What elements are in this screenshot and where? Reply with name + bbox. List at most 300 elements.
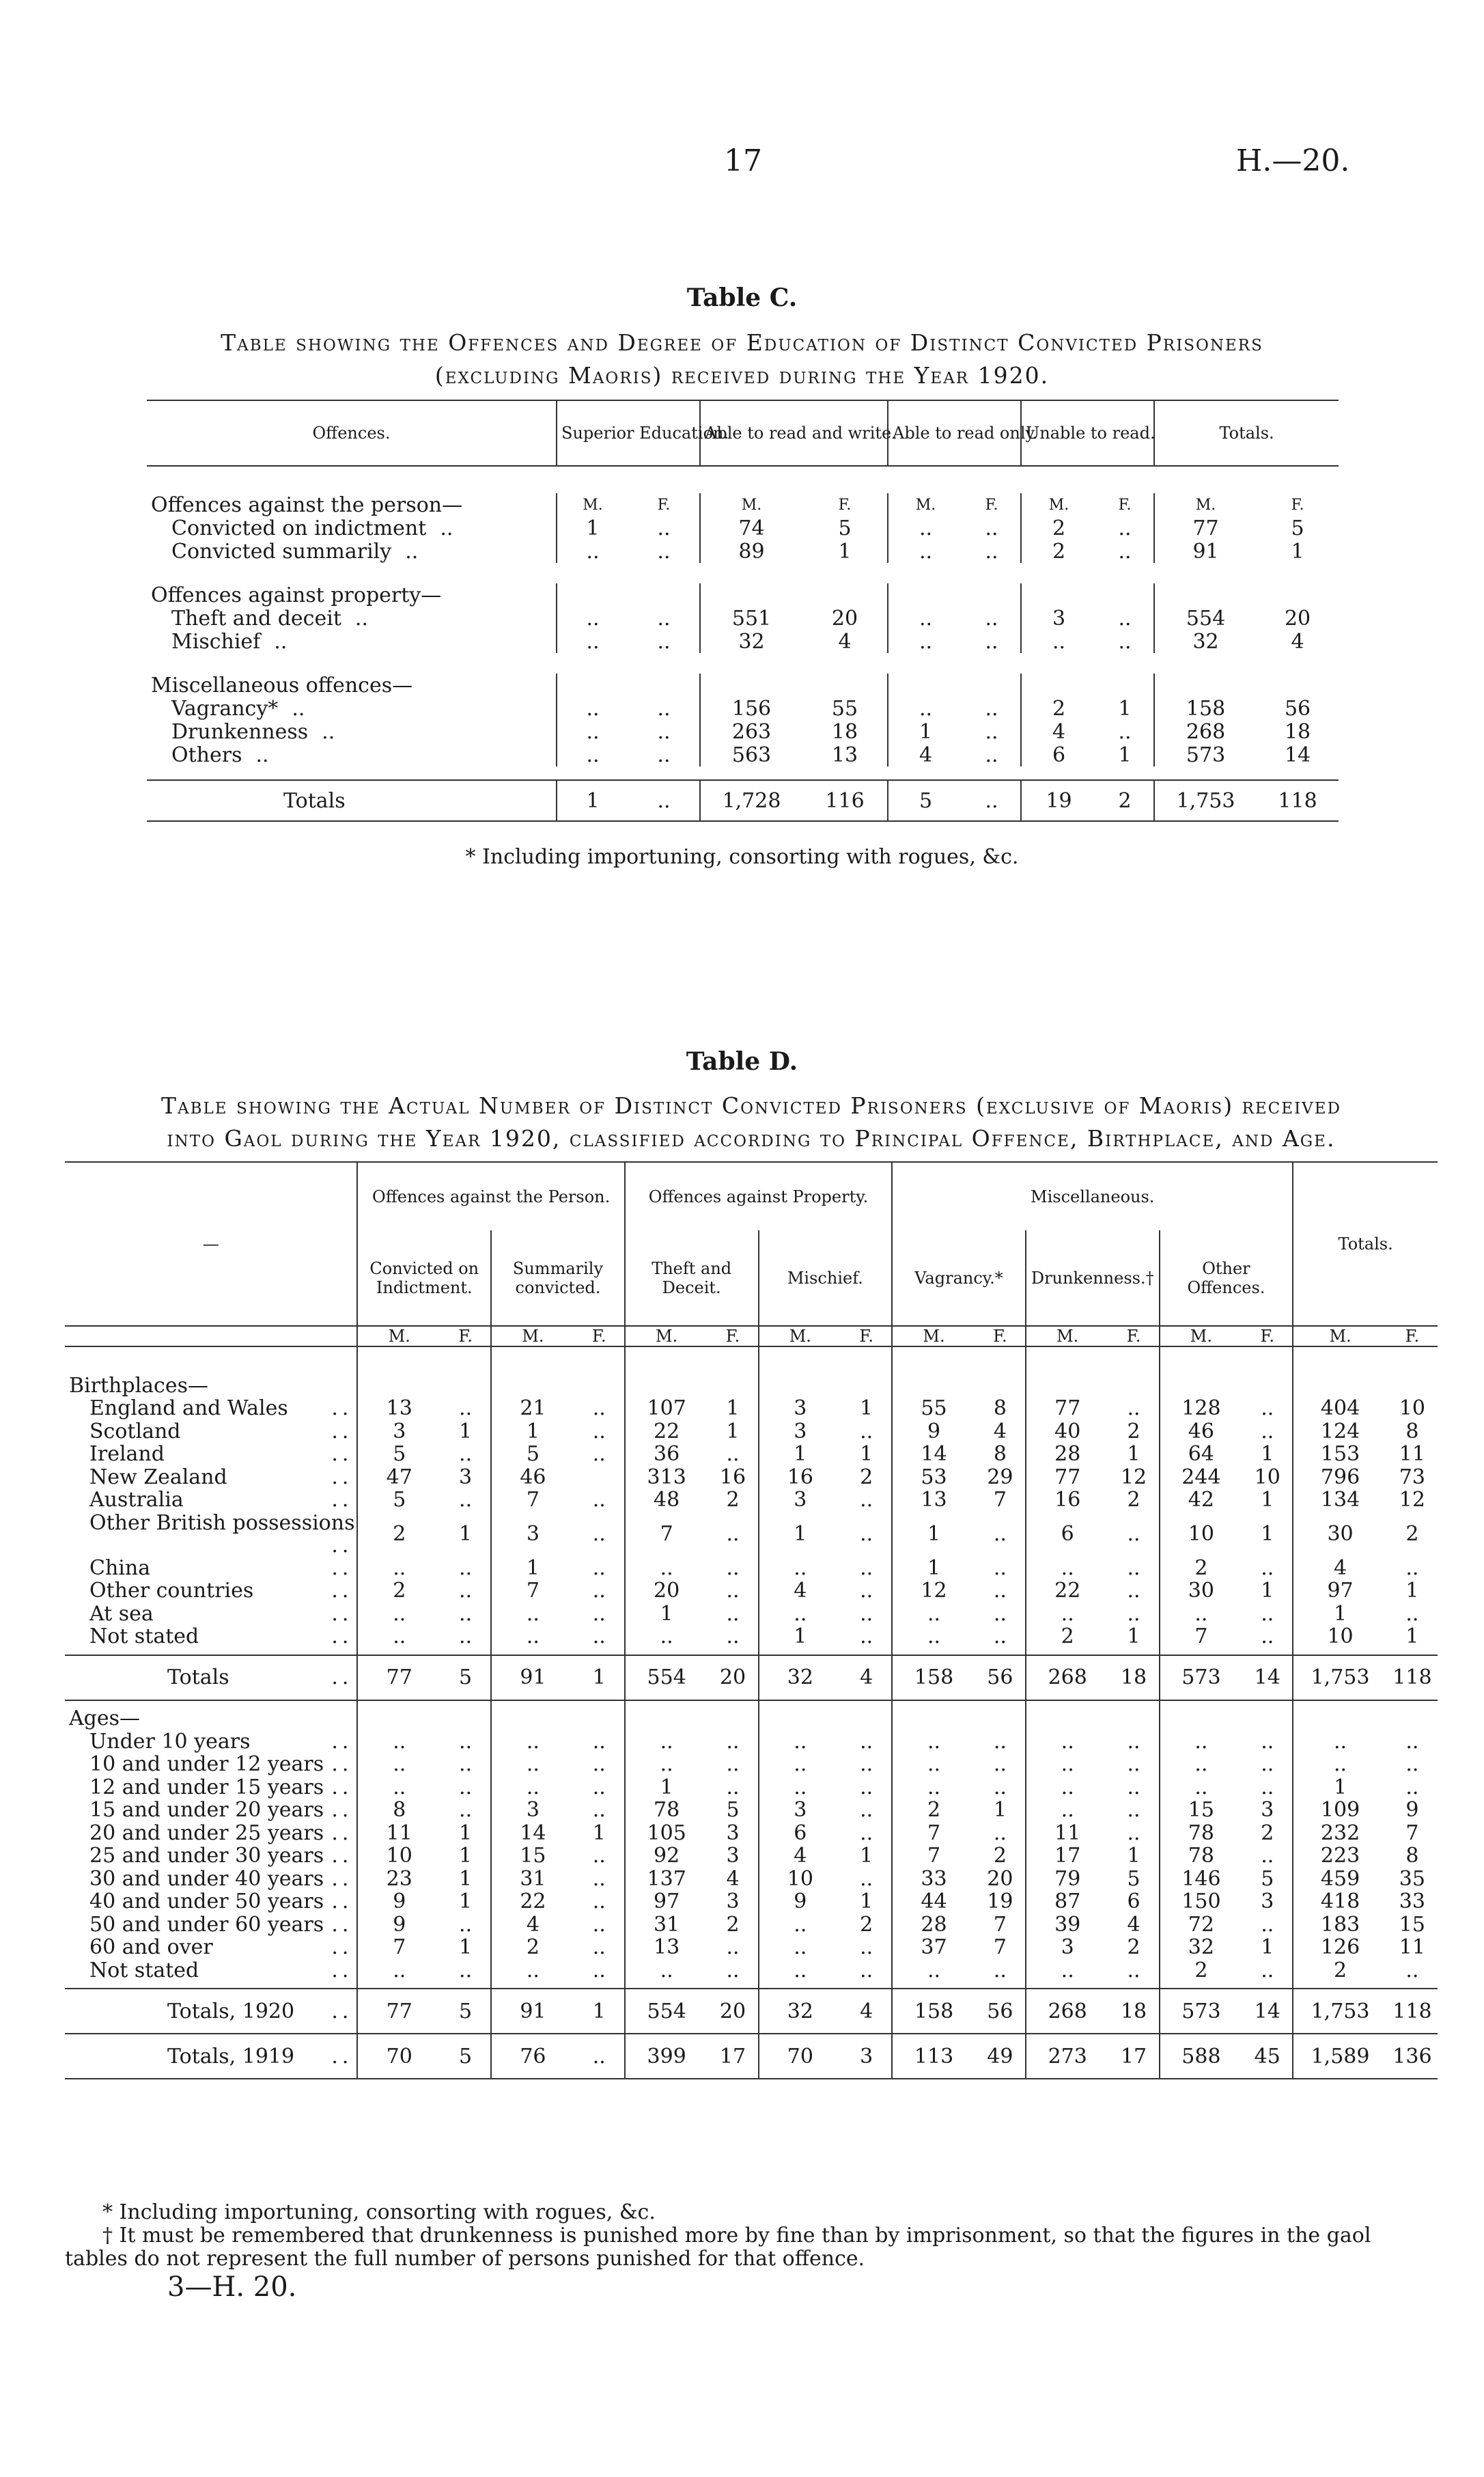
table-d-cell: .. — [993, 1821, 1007, 1845]
table-d-birth-totals-row-cell: 91 — [491, 1655, 574, 1700]
table-c-cell — [557, 583, 628, 607]
table-d-cell: 1 — [491, 1420, 574, 1443]
table-d-cell: .. — [1261, 1729, 1274, 1754]
table-c-cell: F. — [657, 496, 671, 514]
leader-dots: .. — [331, 1488, 353, 1512]
table-d-cell: .. — [726, 1579, 740, 1603]
leader-dots: .. — [331, 1752, 353, 1777]
table-d-cell: .. — [592, 1419, 606, 1443]
table-d-age-row — [65, 1753, 1438, 1776]
table-d-cell: 7 — [993, 1488, 1007, 1512]
table-d-cell: 16 — [719, 1465, 746, 1489]
table-d-cell: .. — [892, 1730, 975, 1754]
table-c-cell: .. — [985, 606, 998, 631]
table-d-cell: 33 — [892, 1868, 975, 1891]
table-d-cell: .. — [1026, 1603, 1109, 1626]
table-d-cell: .. — [1026, 1959, 1109, 1982]
table-d-cell: 5 — [1127, 1866, 1140, 1891]
row-label-text: Convicted summarily — [171, 539, 392, 564]
table-d-cell: 8 — [1405, 1844, 1419, 1868]
table-d-cell: 404 — [1293, 1397, 1387, 1420]
table-d-birthplace-row-label — [65, 1579, 357, 1603]
table-d-cell: 3 — [759, 1799, 842, 1822]
table-d-cell: 40 — [1026, 1420, 1109, 1443]
table-c-totals-cell: 116 — [825, 788, 865, 813]
leader-dots: .. — [255, 743, 269, 767]
table-d-mf-label: M. — [625, 1326, 708, 1346]
table-d-cell: .. — [459, 1958, 473, 1982]
table-d-age-row — [65, 1822, 1438, 1845]
table-d-cell: 3 — [726, 1890, 740, 1914]
table-c-row — [147, 516, 1339, 540]
table-d-cell: .. — [993, 1601, 1007, 1626]
table-c-cell: 551 — [700, 607, 802, 630]
table-d-empty-cell — [892, 1374, 975, 1397]
table-d-cell: 1 — [459, 1890, 473, 1914]
leader-dots: .. — [322, 719, 335, 744]
row-label-text: Mischief — [171, 629, 261, 654]
table-d-caption-line2: into Gaol during the Year 1920, classified according to Principal Offence, Birthplace, and Age. — [167, 1125, 1336, 1152]
table-c-cell: 1 — [1291, 539, 1304, 564]
table-d-age-row-label — [65, 1844, 357, 1868]
table-d-cell: .. — [860, 1729, 873, 1754]
table-d-cell: .. — [1261, 1419, 1274, 1443]
table-d-cell: .. — [759, 1603, 842, 1626]
table-d-cell: 2 — [1405, 1522, 1419, 1546]
table-d-birth-totals-row-cell: 1 — [592, 1665, 606, 1689]
table-d-cell: .. — [1160, 1753, 1243, 1776]
table-c-cell — [628, 674, 700, 697]
table-d-cell: .. — [726, 1442, 740, 1467]
table-d-cell: .. — [1261, 1958, 1274, 1982]
leader-dots: .. — [331, 1419, 353, 1443]
table-d-cell: 14 — [892, 1443, 975, 1466]
table-d-cell: .. — [1293, 1730, 1387, 1754]
table-d-age-row-label — [65, 1913, 357, 1937]
table-d-totals-1920-row-cell: 32 — [759, 1989, 842, 2034]
table-c-cell — [1096, 583, 1154, 607]
table-d-empty-cell — [357, 1374, 440, 1397]
table-d-cell: .. — [357, 1625, 440, 1648]
table-d-age-row-label — [65, 1822, 357, 1845]
table-d-header-indictment: Convicted on Indictment. — [357, 1230, 491, 1326]
table-d-age-row-label — [65, 1890, 357, 1913]
table-d-empty-cell — [708, 1707, 758, 1730]
table-d-cell: 1 — [1405, 1579, 1419, 1603]
table-d-age-row-label — [65, 1730, 357, 1754]
table-d-cell — [574, 1466, 625, 1489]
table-d-cell: 1 — [625, 1776, 708, 1799]
table-d-cell: 2 — [357, 1512, 440, 1557]
table-c-cell: M. — [1154, 493, 1257, 516]
table-d-cell: 313 — [625, 1466, 708, 1489]
table-d-cell: 1 — [1127, 1844, 1140, 1868]
row-label-text: Drunkenness — [171, 719, 309, 744]
table-d-mf-label: F. — [993, 1327, 1007, 1346]
table-d-cell: 4 — [759, 1844, 842, 1868]
table-c-cell — [802, 674, 888, 697]
table-d-age-row — [65, 1730, 1438, 1754]
table-d-birthplace-row-label — [65, 1466, 357, 1489]
table-d-birth-totals-row-cell: 4 — [860, 1665, 873, 1689]
table-c-totals-cell: 118 — [1278, 788, 1317, 813]
table-d-cell: .. — [892, 1959, 975, 1982]
table-d-cell: 78 — [625, 1799, 708, 1822]
table-d-cell: .. — [459, 1912, 473, 1937]
table-d-cell: 35 — [1399, 1866, 1425, 1891]
table-d-header-summarily: Summarily convicted. — [491, 1230, 625, 1326]
table-c-cell: .. — [1118, 539, 1132, 564]
table-d-cell: .. — [592, 1798, 606, 1823]
table-c-cell: 573 — [1154, 743, 1257, 766]
table-d-empty-cell — [491, 1707, 574, 1730]
table-d-cell: .. — [1261, 1844, 1274, 1868]
table-d-cell: .. — [993, 1729, 1007, 1754]
table-d-totals-1919-row-cell: 17 — [719, 2044, 746, 2068]
table-c-cell: .. — [657, 696, 671, 721]
table-d-cell: .. — [459, 1624, 473, 1649]
table-d-cell: .. — [1405, 1775, 1419, 1799]
table-d-empty-cell — [491, 1374, 574, 1397]
table-d-cell: 1 — [993, 1798, 1007, 1823]
table-d-totals-1919-row-cell: 273 — [1026, 2034, 1109, 2079]
table-d-cell: .. — [592, 1752, 606, 1777]
table-d-birthplace-row — [65, 1557, 1438, 1580]
table-d-cell: .. — [625, 1959, 708, 1982]
table-d-cell: 4 — [759, 1579, 842, 1603]
table-c-header-offences: Offences. — [312, 424, 391, 443]
table-d-birthplace-row — [65, 1579, 1438, 1603]
table-d-age-row — [65, 1844, 1438, 1868]
table-c-cell: 6 — [1021, 743, 1096, 766]
table-d-cell: .. — [726, 1775, 740, 1799]
table-c — [147, 400, 1339, 822]
table-d-cell: 9 — [892, 1420, 975, 1443]
table-d-cell: 1 — [1261, 1935, 1274, 1960]
table-d-heading: Table D. — [686, 1047, 798, 1076]
table-d-cell: .. — [1405, 1555, 1419, 1580]
table-d-empty-cell — [440, 1707, 491, 1730]
table-d-birthplace-row — [65, 1397, 1438, 1420]
leader-dots: .. — [274, 629, 288, 654]
table-d-cell: 9 — [1405, 1798, 1419, 1823]
table-d-empty-cell — [357, 1707, 440, 1730]
table-d-cell: .. — [1026, 1753, 1109, 1776]
table-d-cell: 12 — [1399, 1488, 1425, 1512]
table-d-totals-1919-row-cell: 76 — [491, 2034, 574, 2079]
table-d-cell: .. — [459, 1579, 473, 1603]
table-d-cell: .. — [1261, 1912, 1274, 1937]
row-label-text: Ireland — [89, 1442, 165, 1467]
table-d-totals-1919-row-cell: 113 — [892, 2034, 975, 2079]
table-d-totals-1919-row-cell: 45 — [1254, 2044, 1280, 2068]
table-c-cell: M. — [700, 493, 802, 516]
table-d-cell: .. — [860, 1798, 873, 1823]
table-d-cell: .. — [1026, 1730, 1109, 1754]
table-c-totals-cell: .. — [657, 788, 671, 813]
table-d-cell: .. — [726, 1601, 740, 1626]
leader-dots: .. — [331, 1624, 353, 1649]
row-label-text: England and Wales — [89, 1396, 288, 1421]
table-c-totals-cell: 2 — [1118, 788, 1132, 813]
leader-dots: .. — [331, 1866, 353, 1891]
table-d-totals-1920-row-cell: 20 — [719, 1999, 746, 2023]
row-label-text: 20 and under 25 years — [89, 1821, 324, 1845]
table-d-empty-cell — [975, 1707, 1026, 1730]
table-c-cell: 13 — [831, 743, 858, 767]
table-d-cell: .. — [1293, 1753, 1387, 1776]
table-d-cell: .. — [459, 1798, 473, 1823]
table-d-totals-1919-row-cell: 70 — [357, 2034, 440, 2079]
table-d-cell: .. — [993, 1752, 1007, 1777]
table-d-cell: .. — [759, 1730, 842, 1754]
table-d-cell: .. — [592, 1866, 606, 1891]
table-d-birth-totals-row-cell: 5 — [459, 1665, 473, 1689]
table-c-cell — [1021, 583, 1096, 607]
table-d-totals-1920-row-cell: 554 — [625, 1989, 708, 2034]
table-c-totals-cell: .. — [985, 788, 998, 813]
table-d-cell: 11 — [1399, 1935, 1425, 1960]
table-c-row — [147, 630, 1339, 653]
table-c-totals-row — [147, 780, 1339, 821]
table-c-cell: 1 — [557, 516, 628, 540]
table-c-row-label — [147, 743, 557, 766]
table-c-cell: .. — [985, 629, 998, 654]
table-d-totals-1920-row-cell: 14 — [1254, 1999, 1280, 2023]
table-d-cell: .. — [459, 1488, 473, 1512]
table-d-cell: .. — [993, 1624, 1007, 1649]
table-d-birth-totals-row-cell: 554 — [625, 1655, 708, 1700]
table-d-cell: 10 — [1254, 1465, 1280, 1489]
table-d-cell: 13 — [892, 1489, 975, 1512]
table-c-heading: Table C. — [686, 283, 798, 312]
table-c-cell: 55 — [831, 696, 858, 721]
table-d-totals-1920-row-cell: 5 — [459, 1999, 473, 2023]
table-d-cell: .. — [1405, 1958, 1419, 1982]
table-d-cell: 20 — [987, 1866, 1013, 1891]
table-d-cell: 1 — [459, 1522, 473, 1546]
table-c-cell: 4 — [888, 743, 963, 766]
table-c-group-row — [147, 493, 1339, 516]
table-d-birthplace-row-label — [65, 1397, 357, 1420]
table-d-cell: 2 — [726, 1912, 740, 1937]
table-d-cell: .. — [592, 1579, 606, 1603]
leader-dots: .. — [331, 1890, 353, 1914]
table-d-cell: 1 — [726, 1396, 740, 1421]
table-d-cell: .. — [592, 1844, 606, 1868]
table-d-empty-cell — [708, 1374, 758, 1397]
leader-dots: .. — [292, 696, 305, 721]
table-d-cell: 5 — [357, 1443, 440, 1466]
table-d-cell: 7 — [491, 1489, 574, 1512]
table-c-row-label — [147, 540, 557, 563]
table-d-cell: 2 — [357, 1579, 440, 1603]
table-d-cell: 29 — [987, 1465, 1013, 1489]
table-d-cell: 1 — [726, 1419, 740, 1443]
table-c-cell — [1021, 674, 1096, 697]
table-d-cell: .. — [625, 1730, 708, 1754]
table-d-cell: .. — [726, 1935, 740, 1960]
table-c-cell — [888, 583, 963, 607]
table-d-age-row — [65, 1936, 1438, 1959]
table-c-cell: 1 — [888, 720, 963, 743]
table-d-cell: 146 — [1160, 1868, 1243, 1891]
table-d-cell: 2 — [1127, 1419, 1140, 1443]
table-d-cell: 3 — [357, 1420, 440, 1443]
table-d-cell: .. — [1026, 1776, 1109, 1799]
table-d-cell: 1 — [592, 1821, 606, 1845]
table-d-cell: .. — [860, 1958, 873, 1982]
table-d-totals-1920-row-cell: 158 — [892, 1989, 975, 2034]
table-d-age-row — [65, 1799, 1438, 1822]
table-d-cell: 14 — [491, 1822, 574, 1845]
table-d-mf-label: M. — [491, 1326, 574, 1346]
table-d-cell: 3 — [1261, 1890, 1274, 1914]
table-d-cell: 137 — [625, 1868, 708, 1891]
table-d-birthplace-row-label — [65, 1557, 357, 1580]
table-d-mf-label: F. — [1405, 1327, 1420, 1346]
table-c-cell: 32 — [700, 630, 802, 653]
table-c-row — [147, 697, 1339, 720]
table-d-cell: .. — [860, 1775, 873, 1799]
table-d-cell: 16 — [1026, 1489, 1109, 1512]
table-c-cell: M. — [1021, 493, 1096, 516]
table-d-cell: .. — [459, 1729, 473, 1754]
table-d-birth-totals-row-cell: 118 — [1392, 1665, 1432, 1689]
table-d-cell: 46 — [1160, 1420, 1243, 1443]
table-d-cell: 8 — [993, 1442, 1007, 1467]
row-label-text: 50 and under 60 years — [89, 1912, 324, 1937]
table-d-cell: .. — [1261, 1396, 1274, 1421]
table-d-cell: 418 — [1293, 1890, 1387, 1913]
table-c-cell: .. — [888, 607, 963, 630]
table-d-header-other: Other Offences. — [1160, 1230, 1293, 1326]
table-d-cell: .. — [860, 1555, 873, 1580]
table-c-cell: .. — [888, 540, 963, 563]
table-d-cell: 8 — [993, 1396, 1007, 1421]
table-c-cell: 56 — [1284, 696, 1311, 721]
table-d-cell: 9 — [357, 1913, 440, 1937]
table-d-birthplace-row-label — [65, 1443, 357, 1466]
leader-dots: .. — [331, 1935, 353, 1960]
table-d-birthplace-row — [65, 1625, 1438, 1648]
table-d-cell: 10 — [357, 1844, 440, 1868]
table-d-cell: 3 — [759, 1489, 842, 1512]
row-label-text: Other countries — [89, 1579, 254, 1603]
table-c-cell: 554 — [1154, 607, 1257, 630]
table-c-cell — [1154, 674, 1257, 697]
table-d-cell: 16 — [759, 1466, 842, 1489]
row-label-text: Miscellaneous offences— — [151, 673, 413, 697]
table-d-totals-1919-row-cell: 1,589 — [1293, 2034, 1387, 2079]
table-d-cell: 107 — [625, 1397, 708, 1420]
table-c-cell: .. — [557, 540, 628, 563]
table-d-age-row — [65, 1776, 1438, 1799]
table-d-cell: 7 — [892, 1822, 975, 1845]
table-c-cell: F. — [838, 496, 852, 514]
page-number: 17 — [724, 143, 762, 178]
table-d-cell: 1 — [459, 1866, 473, 1891]
table-d-cell: .. — [357, 1959, 440, 1982]
table-d-cell: .. — [892, 1603, 975, 1626]
table-d-cell: 31 — [625, 1913, 708, 1937]
table-d-cell: 30 — [1293, 1512, 1387, 1557]
table-d-cell: .. — [759, 1936, 842, 1959]
table-d-cell: 3 — [726, 1821, 740, 1845]
table-c-cell: 5 — [1291, 516, 1304, 540]
table-d-footnote-2: † It must be remembered that drunkenness is punished more by fine than by imprisonment, so that the figures in the gaol tables do not represent the full number of persons punished for that offence. — [65, 2224, 1371, 2271]
table-d-cell: 46 — [491, 1466, 574, 1489]
table-d-cell: .. — [592, 1488, 606, 1512]
table-d-empty-cell — [1160, 1707, 1243, 1730]
table-d-cell: 1 — [1261, 1488, 1274, 1512]
table-c-cell — [1154, 583, 1257, 607]
table-d-cell: 13 — [357, 1397, 440, 1420]
table-d-cell: .. — [1160, 1776, 1243, 1799]
table-d-birth-totals-row-label — [65, 1655, 357, 1700]
table-d-cell: .. — [592, 1958, 606, 1982]
table-d-cell: .. — [592, 1522, 606, 1546]
table-d-cell: 244 — [1160, 1466, 1243, 1489]
table-c-cell: F. — [1118, 496, 1132, 514]
table-d-cell: 73 — [1399, 1465, 1425, 1489]
table-d-cell: 5 — [491, 1443, 574, 1466]
table-d-cell: .. — [491, 1730, 574, 1754]
table-d-cell: 6 — [1026, 1512, 1109, 1557]
table-d-cell: 1 — [1127, 1624, 1140, 1649]
table-c-cell: .. — [1118, 516, 1132, 540]
table-d-cell: .. — [860, 1821, 873, 1845]
leader-dots: .. — [331, 1912, 353, 1937]
table-d-cell: 1 — [491, 1557, 574, 1580]
table-d-empty-cell — [440, 1374, 491, 1397]
table-d-cell: 1 — [860, 1442, 873, 1467]
table-d-cell: 42 — [1160, 1489, 1243, 1512]
table-c-cell: 89 — [700, 540, 802, 563]
table-c-cell: .. — [557, 630, 628, 653]
row-label-text: Totals — [167, 1665, 229, 1689]
table-d-totals-1920-row-label — [65, 1989, 357, 2034]
leader-dots: .. — [331, 1442, 353, 1467]
table-d-cell: .. — [592, 1890, 606, 1914]
table-c-cell: .. — [657, 606, 671, 631]
table-d-cell: 153 — [1293, 1443, 1387, 1466]
table-d-cell: 79 — [1026, 1868, 1109, 1891]
table-d-cell: 21 — [491, 1397, 574, 1420]
table-d-cell: .. — [1026, 1799, 1109, 1822]
table-c-totals-cell: 1,728 — [700, 780, 802, 821]
table-d-cell: 1 — [1127, 1442, 1140, 1467]
table-d-header-blank: — — [202, 1234, 219, 1254]
table-d-cell: 10 — [759, 1868, 842, 1891]
table-d-cell: 2 — [1127, 1935, 1140, 1960]
table-d-totals-1919-row — [65, 2034, 1438, 2079]
table-d-cell: 15 — [1399, 1912, 1425, 1937]
row-label-text: New Zealand — [89, 1465, 227, 1489]
table-d-cell: 1 — [860, 1890, 873, 1914]
table-c-cell: 3 — [1021, 607, 1096, 630]
table-c-row — [147, 720, 1339, 743]
row-label-text: Not stated — [89, 1624, 199, 1649]
table-d-cell: 3 — [491, 1512, 574, 1557]
table-d-cell: .. — [625, 1625, 708, 1648]
table-c-cell — [1096, 674, 1154, 697]
table-d-cell: 3 — [726, 1844, 740, 1868]
table-d-cell: 10 — [1399, 1396, 1425, 1421]
table-d-header-property: Offences against Property. — [625, 1162, 892, 1230]
table-d-birthplaces-heading — [65, 1374, 1438, 1397]
table-d-cell: .. — [459, 1555, 473, 1580]
